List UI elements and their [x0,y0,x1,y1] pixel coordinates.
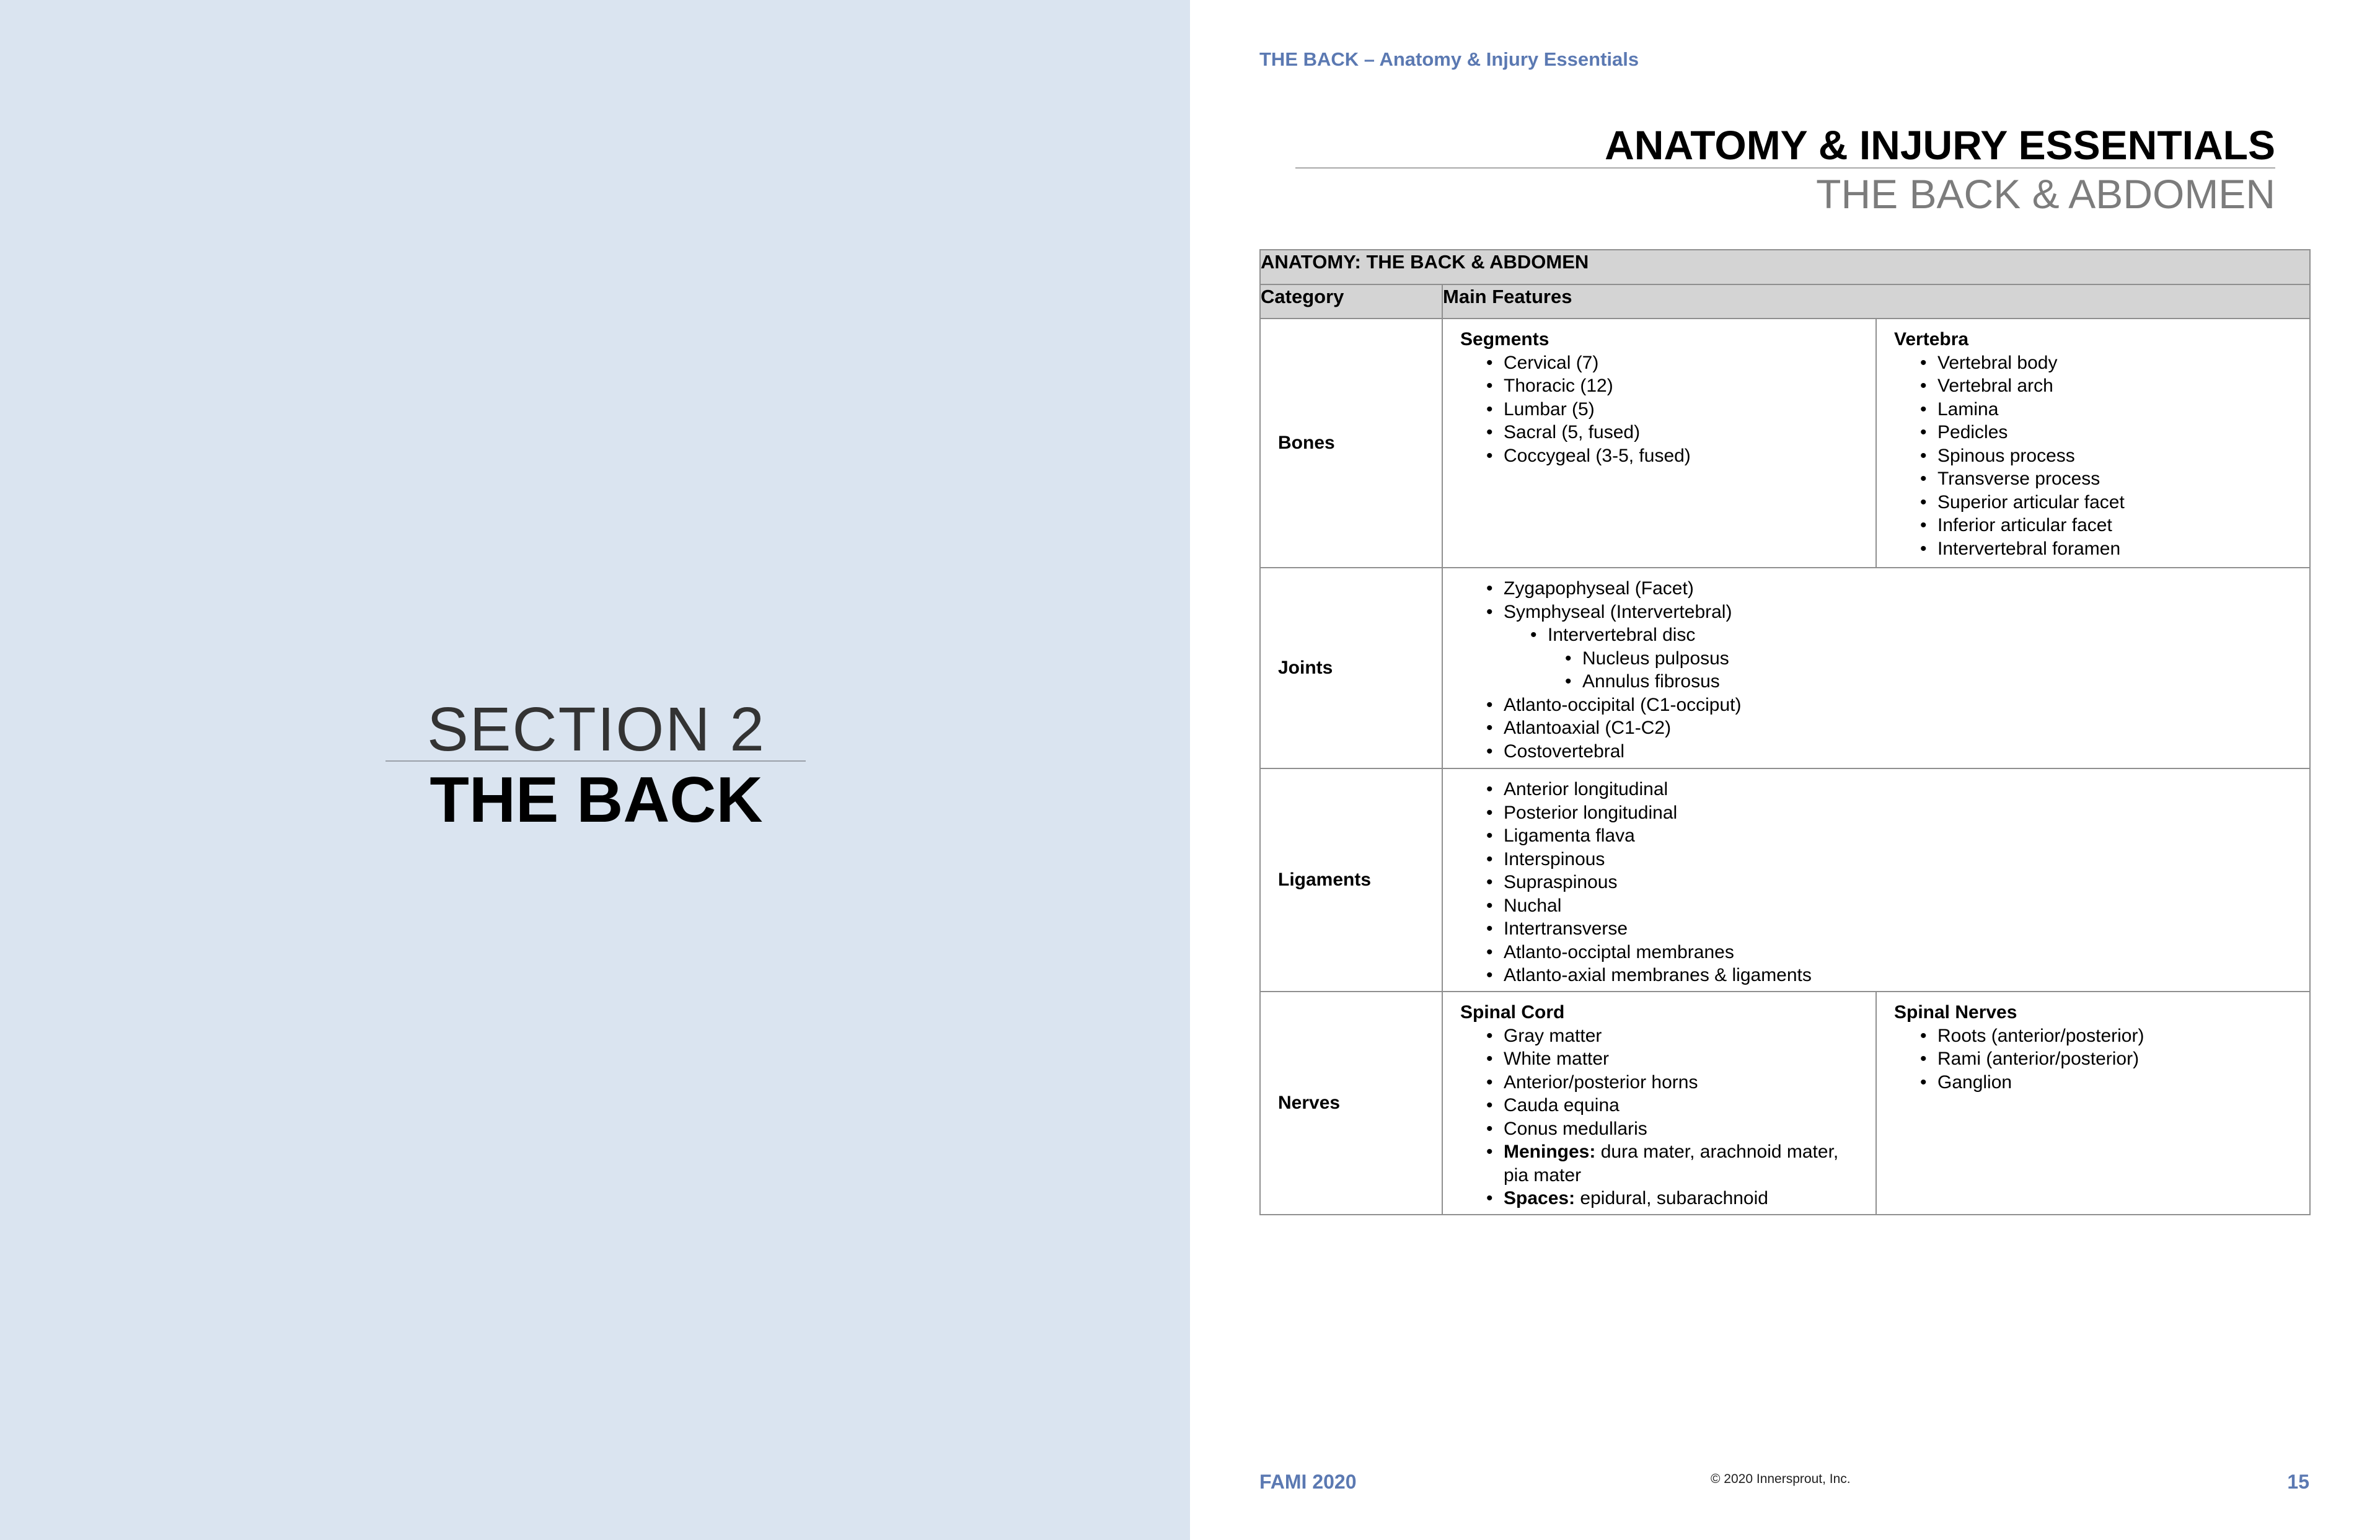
cell-heading: Segments [1460,329,1549,350]
list-item: • Thoracic (12) [1460,374,1863,398]
table-row-ligaments [1260,768,2310,992]
vertebra-cell [1876,319,2310,568]
spinal-nerves-cell [1876,992,2310,1215]
list-item: • Ganglion [1894,1071,2297,1094]
list-item: • Spinous process [1894,444,2297,468]
list-item: • Atlanto-occipital (C1-occiput) [1460,693,2297,717]
column-header-main-features: Main Features [1442,284,2310,319]
list-item: • Conus medullaris [1460,1117,1863,1141]
list-item: • Inferior articular facet [1894,514,2297,537]
spinal-cord-cell [1442,992,1876,1215]
list-item: • Vertebral body [1894,351,2297,375]
list-item: • Costovertebral [1460,740,2297,763]
footer-publication: FAMI 2020 [1259,1471,1357,1493]
spaces-text: epidural, subarachnoid [1580,1188,1768,1208]
running-head: THE BACK – Anatomy & Injury Essentials [1259,48,1639,70]
row-category: Nerves [1260,992,1442,1215]
list-item: • Rami (anterior/posterior) [1894,1047,2297,1071]
list-item [1460,1140,1863,1187]
anatomy-table [1259,249,2311,1215]
page-number: 15 [2287,1471,2309,1493]
ligaments-list [1460,778,2297,987]
list-item: • Sacral (5, fused) [1460,421,1863,444]
list-item: • Vertebral arch [1894,374,2297,398]
meninges-label: Meninges: [1504,1142,1596,1162]
vertebra-list [1894,351,2297,561]
table-title: ANATOMY: THE BACK & ABDOMEN [1260,250,2310,284]
list-item: • Coccygeal (3-5, fused) [1460,444,1863,468]
table-row-nerves [1260,992,2310,1215]
list-item: • Cauda equina [1460,1094,1863,1117]
cell-heading: Spinal Cord [1460,1002,1565,1023]
list-item: • Roots (anterior/posterior) [1894,1024,2297,1048]
meninges-text: dura mater, arachnoid mater, pia mater [1504,1142,1839,1186]
list-item: • Gray matter [1460,1024,1863,1048]
section-divider-rule [386,760,806,762]
list-item: • Atlantoaxial (C1-C2) [1460,716,2297,740]
list-item: • Superior articular facet [1894,491,2297,514]
list-item: • Posterior longitudinal [1460,801,2297,825]
list-item: • Symphyseal (Intervertebral) [1460,601,2297,624]
list-item: • Intertransverse [1460,917,2297,941]
list-item [1460,1187,1863,1210]
joints-list [1460,577,2297,763]
list-item: • Zygapophyseal (Facet) [1460,577,2297,601]
list-item: • Lumbar (5) [1460,398,1863,421]
list-item: • Intervertebral disc [1460,623,2297,647]
cell-heading: Vertebra [1894,329,1969,350]
joints-cell [1442,568,2310,768]
list-item: • Atlanto-occiptal membranes [1460,941,2297,964]
list-item: • Cervical (7) [1460,351,1863,375]
page-title: ANATOMY & INJURY ESSENTIALS [1605,122,2275,168]
spinal-nerves-list [1894,1024,2297,1094]
row-category: Bones [1260,319,1442,568]
column-header-category: Category [1260,284,1442,319]
list-item: • White matter [1460,1047,1863,1071]
list-item: • Pedicles [1894,421,2297,444]
cell-heading: Spinal Nerves [1894,1002,2017,1023]
table-row-bones [1260,319,2310,568]
row-category: Ligaments [1260,768,1442,992]
list-item: • Ligamenta flava [1460,824,2297,848]
list-item: • Anterior longitudinal [1460,778,2297,801]
list-item: • Transverse process [1894,467,2297,491]
ligaments-cell [1442,768,2310,992]
list-item: • Anterior/posterior horns [1460,1071,1863,1094]
list-item: • Intervertebral foramen [1894,537,2297,561]
segments-list [1460,351,1863,468]
spaces-label: Spaces: [1504,1188,1576,1208]
list-item: • Lamina [1894,398,2297,421]
section-number: SECTION 2 [427,695,765,764]
spinal-cord-list [1460,1024,1863,1210]
list-item: • Annulus fibrosus [1460,670,2297,693]
header-rule [1295,167,2275,169]
segments-cell [1442,319,1876,568]
list-item: • Interspinous [1460,848,2297,871]
list-item: • Atlanto-axial membranes & ligaments [1460,964,2297,987]
table-row-joints [1260,568,2310,768]
list-item: • Nuchal [1460,894,2297,918]
list-item: • Supraspinous [1460,871,2297,894]
section-title: THE BACK [430,764,763,836]
page-subtitle: THE BACK & ABDOMEN [1816,171,2275,217]
footer-copyright: © 2020 Innersprout, Inc. [1711,1472,1851,1486]
row-category: Joints [1260,568,1442,768]
list-item: • Nucleus pulposus [1460,647,2297,671]
